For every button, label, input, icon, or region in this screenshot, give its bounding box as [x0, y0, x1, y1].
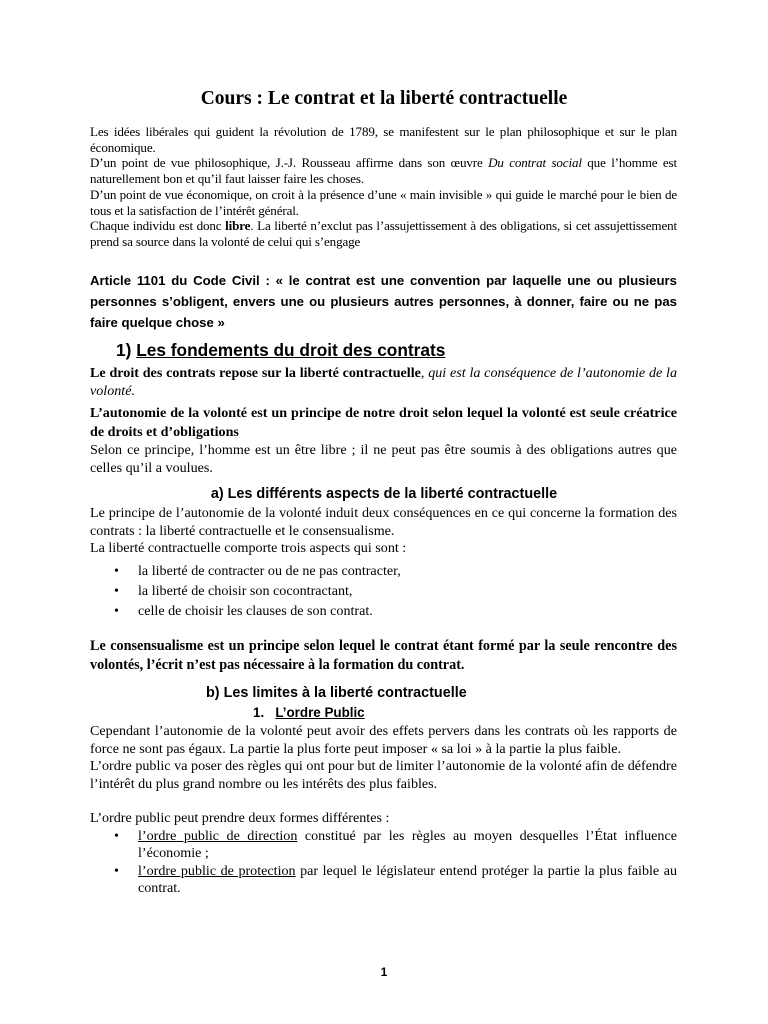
list-item — [90, 581, 677, 601]
section-b-heading: b) Les limites à la liberté contractuelle — [206, 685, 467, 701]
bullet-icon: • — [114, 602, 119, 619]
bold-text: L’autonomie de la volonté est un principe de notre droit selon lequel la volonté est seule créatrice de droits et d’obligations — [90, 405, 677, 440]
bullet-icon: • — [114, 562, 119, 579]
intro-paragraph: D’un point de vue économique, on croit à la présence d’une « main invisible » qui guide le marché pour le bien de tous et la satisfaction de l’intérêt général. — [90, 186, 677, 218]
bullet-icon: • — [114, 827, 119, 844]
bold-text: Le droit des contrats repose sur la liberté contractuelle — [90, 365, 421, 381]
section-b-body — [90, 723, 677, 898]
aspects-list — [90, 561, 677, 622]
intro-text: . La liberté n’exclut pas l’assujettissement à des obligations, si cet assujettissement prend sa source dans la volonté de celui qui s’engage — [90, 218, 677, 249]
paragraph: Selon ce principe, l’homme est un être libre ; il ne peut pas être soumis à des obligations autres que celles qu’il a voulues. — [90, 441, 677, 477]
section-title: Les fondements du droit des contrats — [136, 340, 446, 360]
paragraph: Le principe de l’autonomie de la volonté induit deux conséquences en ce qui concerne la formation des contrats : la liberté contractuelle et le consensualisme. — [90, 505, 677, 539]
bullet-icon: • — [114, 862, 119, 879]
subsection-heading — [253, 705, 365, 720]
intro-paragraph — [90, 218, 677, 249]
document-title: Cours : Le contrat et la liberté contractuelle — [200, 88, 568, 109]
section-a-body — [90, 505, 677, 621]
paragraph: Cependant l’autonomie de la volonté peut avoir des effets pervers dans les contrats où les rapports de force ne sont pas égaux. La partie la plus forte peut imposer « sa loi » à la partie la plus faible. — [90, 723, 677, 757]
intro-block — [90, 124, 677, 250]
paragraph — [90, 404, 677, 440]
list-item-term: l’ordre public de protection — [138, 862, 296, 879]
paragraph — [90, 364, 677, 400]
list-item — [90, 828, 677, 863]
section-a-heading: a) Les différents aspects de la liberté contractuelle — [210, 486, 558, 502]
paragraph: L’ordre public va poser des règles qui ont pour but de limiter l’autonomie de la volonté afin de défendre l’intérêt du plus grand nombre ou les intérêts des plus faibles. — [90, 758, 677, 792]
section-1-body — [90, 364, 677, 477]
list-item-text: celle de choisir les clauses de son contrat. — [138, 602, 373, 619]
paragraph: La liberté contractuelle comporte trois aspects qui sont : — [90, 540, 407, 556]
page-number: 1 — [380, 965, 388, 979]
section-1-heading — [116, 340, 445, 361]
intro-text: Chaque individu est donc — [90, 218, 226, 234]
consensualisme-paragraph: Le consensualisme est un principe selon lequel le contrat étant formé par la seule rencontre des volontés, l’écrit n’est pas nécessaire à la formation du contrat. — [90, 638, 677, 673]
list-item-text: par lequel le législateur entend protéger la partie la plus faible au contrat. — [138, 862, 677, 896]
article-quote: Article 1101 du Code Civil : « le contrat est une convention par laquelle une ou plusieurs personnes s’obligent, envers une ou plusieurs autres personnes, à donner, faire ou ne pas faire quelque chose » — [90, 273, 677, 330]
list-item — [90, 863, 677, 898]
spacer — [90, 793, 677, 810]
intro-text: que l’homme est naturellement bon et qu’il faut laisser faire les choses. — [90, 155, 677, 187]
subsection-title: L’ordre Public — [275, 705, 365, 720]
separator: , — [420, 365, 429, 381]
list-item-text: la liberté de choisir son cocontractant, — [138, 582, 353, 599]
intro-paragraph — [90, 155, 677, 186]
bullet-icon: • — [114, 582, 119, 599]
ordre-public-list — [90, 828, 677, 898]
section-number: 1) — [116, 340, 132, 360]
list-item-term: l’ordre public de direction — [138, 827, 298, 844]
subsection-number: 1. — [253, 705, 265, 720]
italic-text: qui est la conséquence de l’autonomie de la volonté. — [90, 365, 677, 400]
intro-text: D’un point de vue philosophique, J.-J. Rousseau affirme dans son œuvre — [90, 155, 489, 171]
list-item — [90, 601, 677, 621]
intro-paragraph: Les idées libérales qui guident la révolution de 1789, se manifestent sur le plan philosophique et sur le plan économique. — [90, 124, 677, 155]
list-item-text: constitué par les règles au moyen desquelles l’État influence l’économie ; — [138, 827, 677, 861]
emphasis-libre: libre — [225, 218, 251, 234]
paragraph: L’ordre public peut prendre deux formes différentes : — [90, 810, 390, 826]
book-title: Du contrat social — [488, 155, 582, 171]
list-item — [90, 561, 677, 581]
list-item-text: la liberté de contracter ou de ne pas contracter, — [138, 562, 401, 579]
